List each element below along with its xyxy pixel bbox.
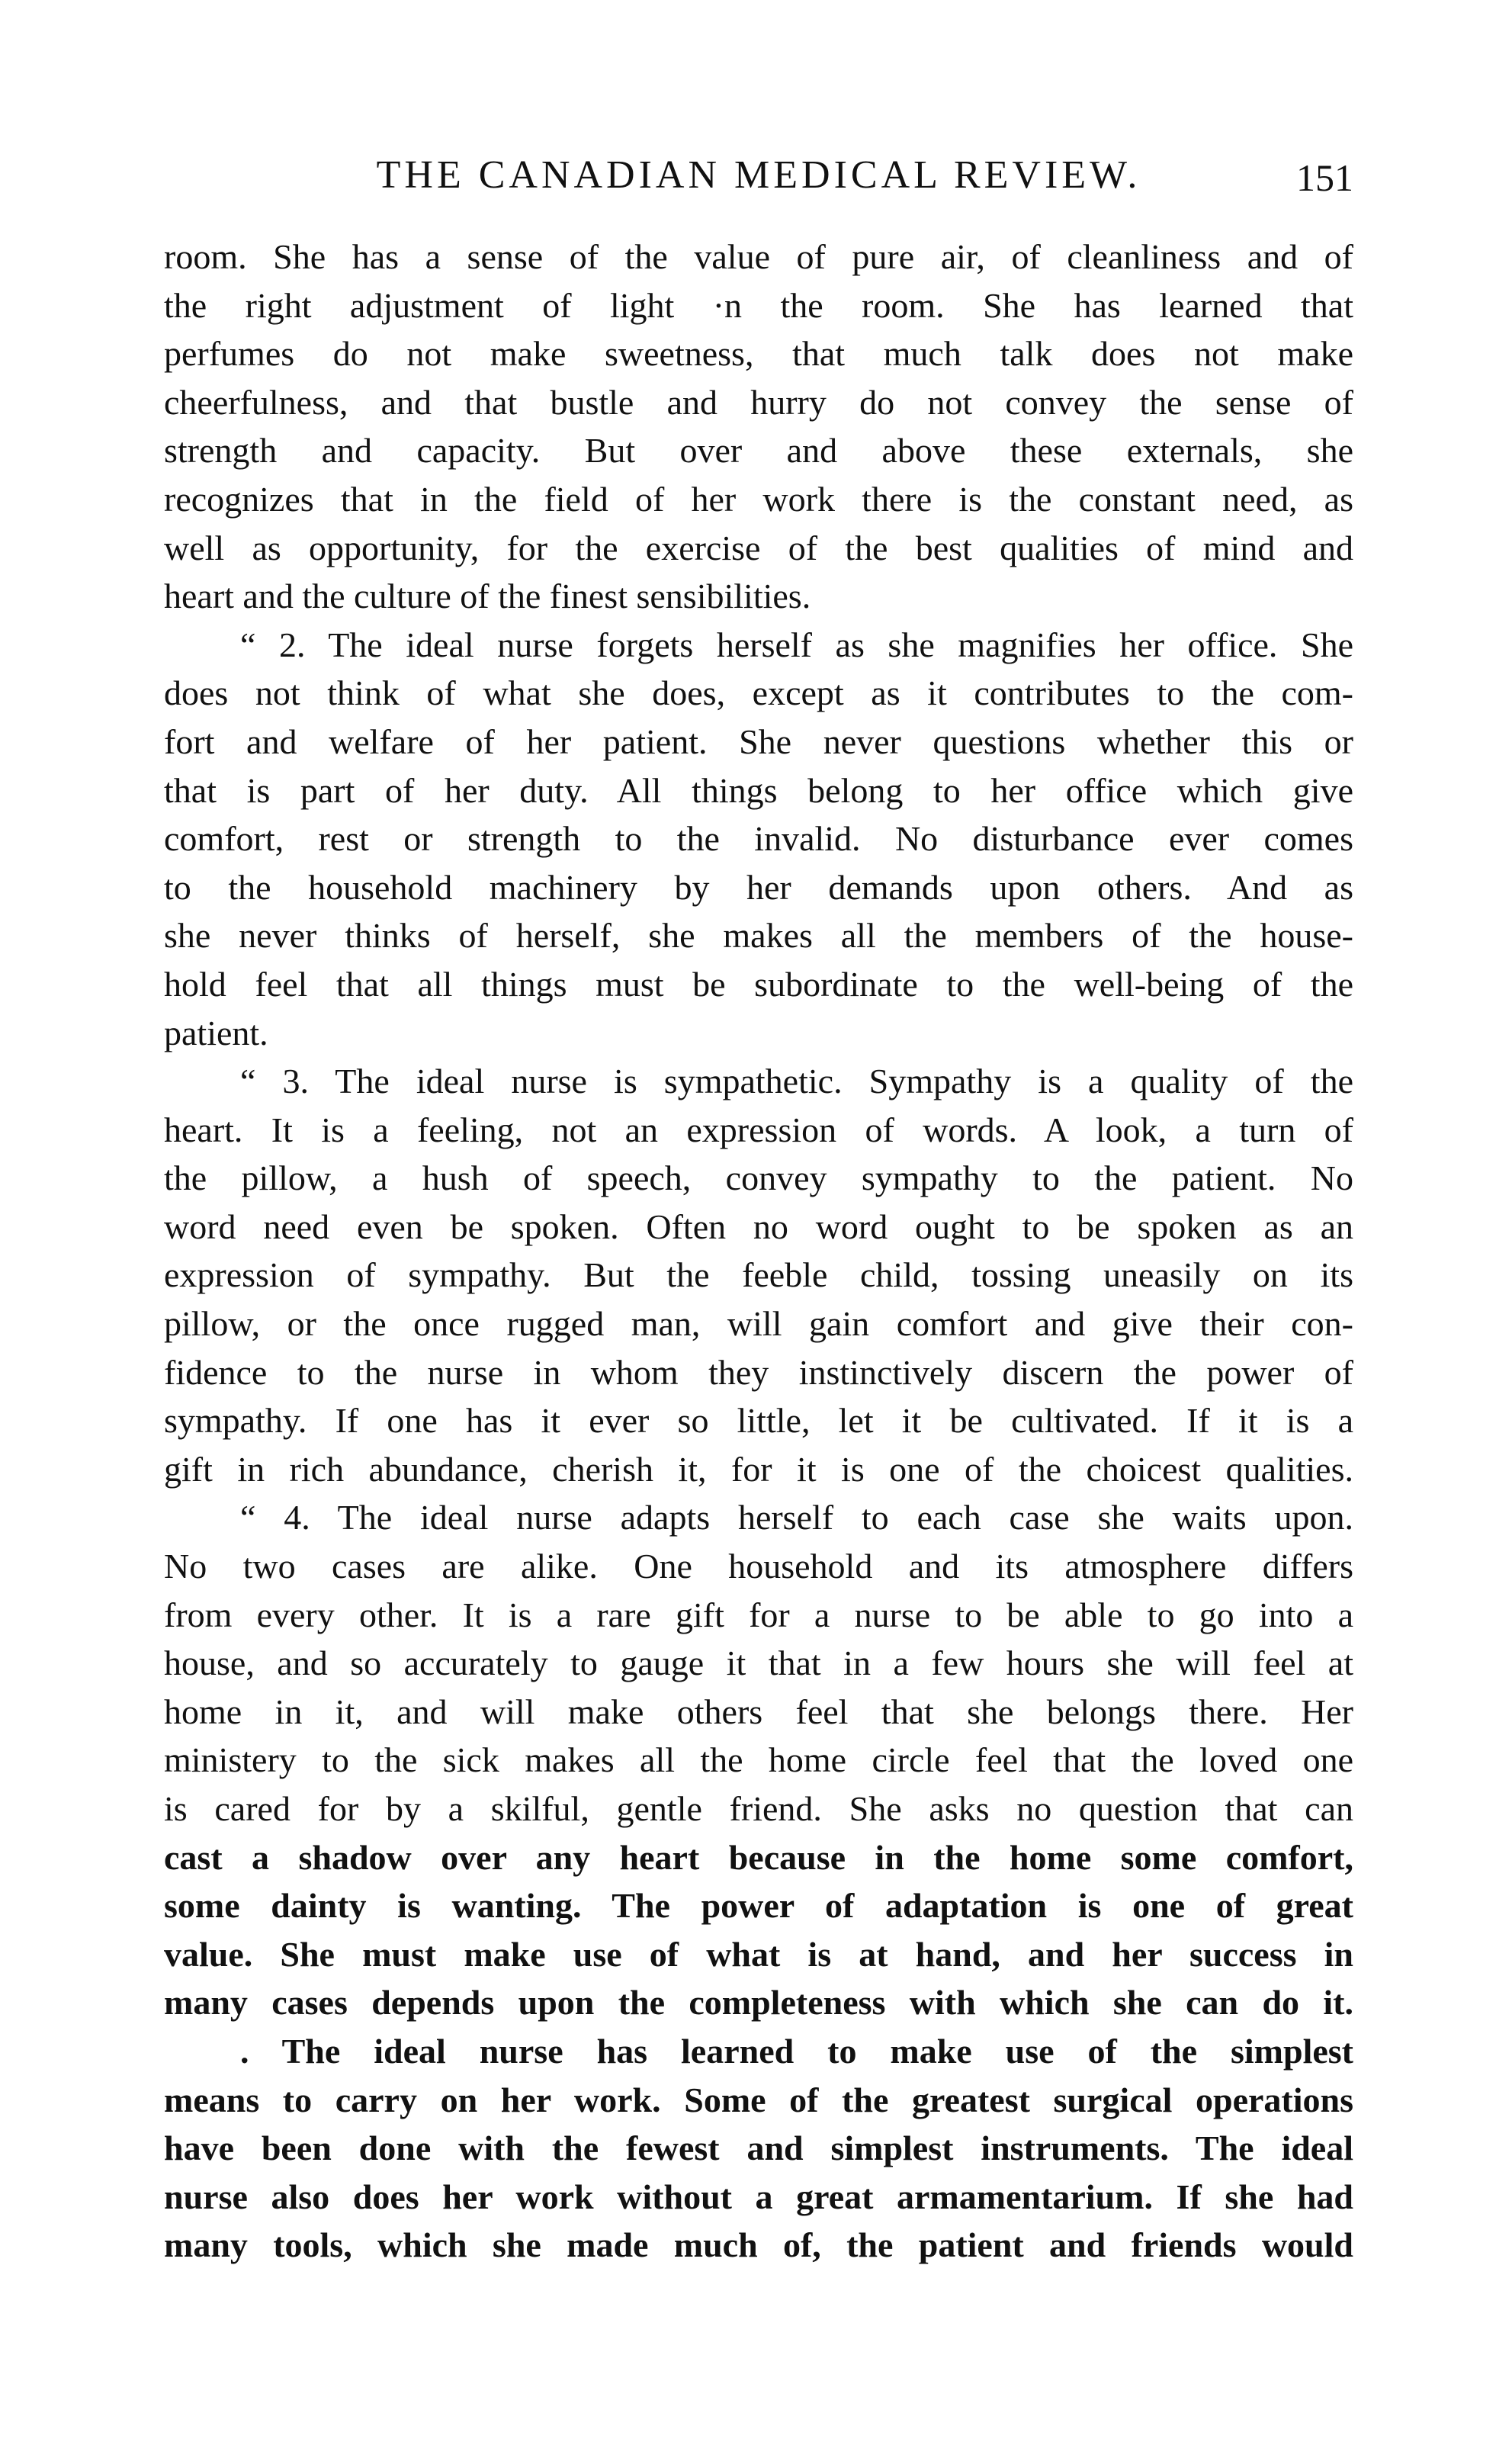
text-line: “ 2. The ideal nurse forgets herself as she magnifies her office. She: [240, 625, 1353, 664]
text-line: many cases depends upon the completeness with which she can do it.: [164, 1983, 1353, 2023]
page-number: 151: [1296, 156, 1353, 199]
text-line: fort and welfare of her patient. She never questions whether this or: [164, 721, 1353, 761]
text-line: No two cases are alike. One household and its atmosphere differs: [164, 1547, 1353, 1586]
text-line: means to carry on her work. Some of the greatest surgical operations: [164, 2080, 1353, 2119]
text-line: “ 3. The ideal nurse is sympathetic. Sympathy is a quality of the: [240, 1062, 1353, 1101]
body-text: [164, 233, 1353, 2270]
text-line: “ 4. The ideal nurse adapts herself to each case she waits upon.: [240, 1498, 1353, 1537]
text-line: home in it, and will make others feel that she belongs there. Her: [164, 1692, 1353, 1731]
text-line: from every other. It is a rare gift for a nurse to be able to go into a: [164, 1595, 1353, 1634]
text-line: room. She has a sense of the value of pure air, of cleanliness and of: [164, 237, 1353, 276]
text-line: gift in rich abundance, cherish it, for it is one of the choicest qualities.: [164, 1449, 1353, 1489]
text-line: well as opportunity, for the exercise of the best qualities of mind and: [164, 528, 1353, 567]
text-line: heart. It is a feeling, not an expression of words. A look, a turn of: [164, 1110, 1353, 1149]
text-line: sympathy. If one has it ever so little, let it be cultivated. If it is a: [164, 1401, 1353, 1441]
text-line: cast a shadow over any heart because in the home some comfort,: [164, 1837, 1353, 1877]
text-line: fidence to the nurse in whom they instinctively discern the power of: [164, 1352, 1353, 1392]
text-line: some dainty is wanting. The power of adaptation is one of great: [164, 1886, 1353, 1926]
text-line: the right adjustment of light ·n the room. She has learned that: [164, 285, 1353, 325]
text-line: nurse also does her work without a great armamentarium. If she had: [164, 2177, 1353, 2216]
text-line: word need even be spoken. Often no word ought to be spoken as an: [164, 1206, 1353, 1246]
text-line: that is part of her duty. All things belong to her office which give: [164, 770, 1353, 810]
running-head: [164, 153, 1353, 206]
text-line: the pillow, a hush of speech, convey sympathy to the patient. No: [164, 1158, 1353, 1198]
text-line: patient.: [164, 1013, 268, 1052]
text-line: she never thinks of herself, she makes all the members of the house-: [164, 916, 1353, 956]
text-line: pillow, or the once rugged man, will gain comfort and give their con-: [164, 1304, 1353, 1344]
text-line: perfumes do not make sweetness, that much talk does not make: [164, 334, 1353, 374]
text-line: strength and capacity. But over and above these externals, she: [164, 431, 1353, 471]
text-line: cheerfulness, and that bustle and hurry do not convey the sense of: [164, 382, 1353, 422]
text-line: comfort, rest or strength to the invalid. No disturbance ever comes: [164, 819, 1353, 859]
text-line: recognizes that in the field of her work there is the constant need, as: [164, 479, 1353, 519]
text-line: house, and so accurately to gauge it that in a few hours she will feel at: [164, 1643, 1353, 1683]
text-line: . The ideal nurse has learned to make use of the simplest: [240, 2031, 1353, 2071]
text-line: does not think of what she does, except as it contributes to the com-: [164, 673, 1353, 713]
text-line: value. She must make use of what is at hand, and her success in: [164, 1934, 1353, 1974]
text-line: have been done with the fewest and simplest instruments. The ideal: [164, 2129, 1353, 2168]
text-line: to the household machinery by her demands upon others. And as: [164, 867, 1353, 907]
text-line: hold feel that all things must be subordinate to the well-being of the: [164, 964, 1353, 1004]
text-line: ministery to the sick makes all the home circle feel that the loved one: [164, 1740, 1353, 1780]
running-title: THE CANADIAN MEDICAL REVIEW.: [376, 153, 1141, 197]
text-line: heart and the culture of the finest sensibilities.: [164, 577, 811, 616]
text-line: expression of sympathy. But the feeble child, tossing uneasily on its: [164, 1255, 1353, 1295]
text-line: is cared for by a skilful, gentle friend. She asks no question that can: [164, 1789, 1353, 1828]
text-line: many tools, which she made much of, the patient and friends would: [164, 2225, 1353, 2265]
